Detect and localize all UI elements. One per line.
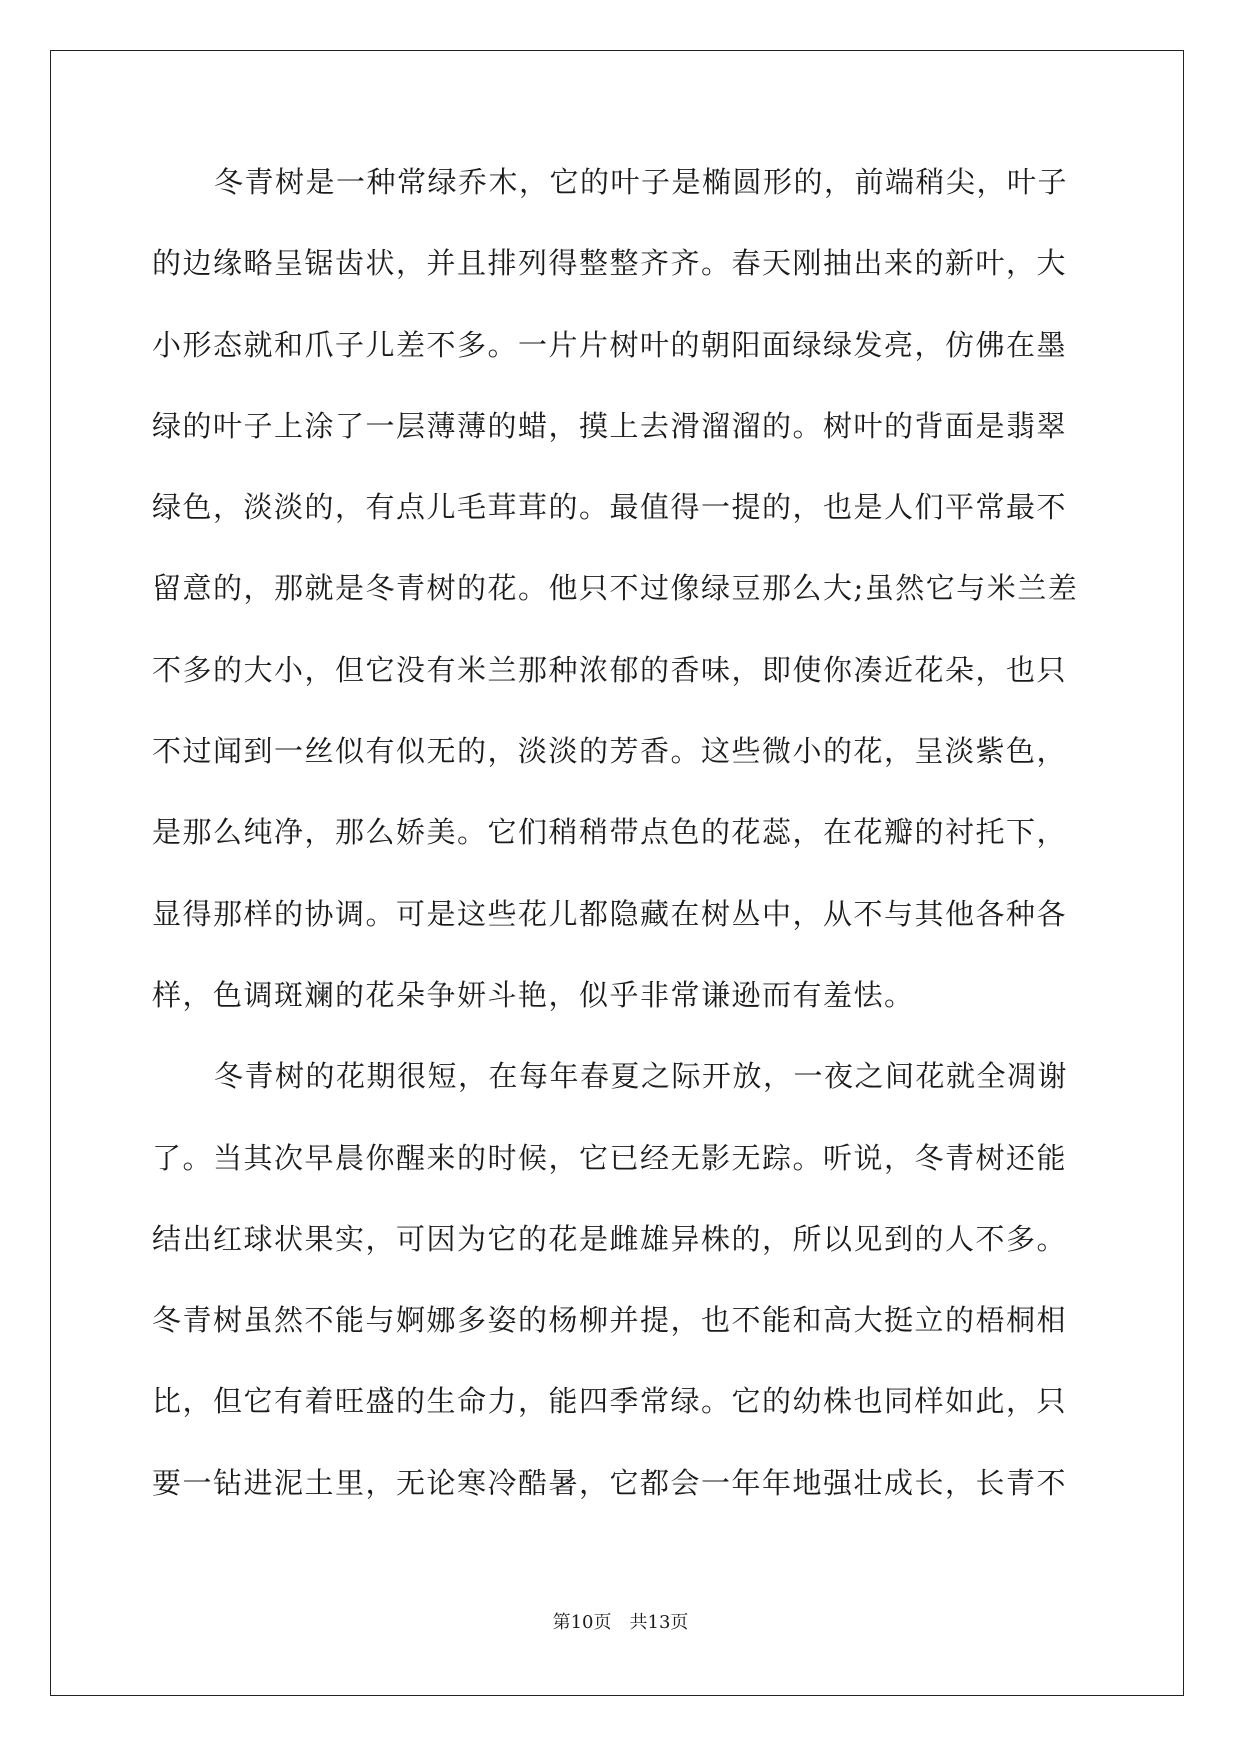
paragraph-1-line: 绿的叶子上涂了一层薄薄的蜡，摸上去滑溜溜的。树叶的背面是翡翠 xyxy=(152,408,1068,443)
paragraph-1-line: 是那么纯净，那么娇美。它们稍稍带点色的花蕊，在花瓣的衬托下， xyxy=(152,815,1068,850)
paragraph-2-line: 冬青树虽然不能与婀娜多姿的杨柳并提，也不能和高大挺立的梧桐相 xyxy=(152,1303,1068,1338)
paragraph-1-line: 留意的，那就是冬青树的花。他只不过像绿豆那么大;虽然它与米兰差 xyxy=(152,571,1079,606)
document-body xyxy=(152,162,1087,1544)
paragraph-2-line: 冬青树的花期很短，在每年春夏之际开放，一夜之间花就全凋谢 xyxy=(214,1059,1069,1094)
paragraph-1-line: 绿色，淡淡的，有点儿毛茸茸的。最值得一提的，也是人们平常最不 xyxy=(152,490,1068,525)
paragraph-1-line: 冬青树是一种常绿乔木，它的叶子是椭圆形的，前端稍尖，叶子 xyxy=(214,165,1069,199)
page-number: 第10页 共13页 xyxy=(552,1612,689,1633)
paragraph-2-line: 比，但它有着旺盛的生命力，能四季常绿。它的幼株也同样如此，只 xyxy=(152,1384,1068,1419)
paragraph-2-line: 结出红球状果实，可因为它的花是雌雄异株的，所以见到的人不多。 xyxy=(152,1221,1068,1256)
paragraph-1-line: 不多的大小，但它没有米兰那种浓郁的香味，即使你凑近花朵，也只 xyxy=(152,652,1068,687)
paragraph-2-line: 要一钻进泥土里，无论寒冷酷暑，它都会一年年地强壮成长，长青不 xyxy=(152,1465,1068,1500)
paragraph-1-line: 样，色调斑斓的花朵争妍斗艳，似乎非常谦逊而有羞怯。 xyxy=(152,977,915,1012)
paragraph-1-line: 的边缘略呈锯齿状，并且排列得整整齐齐。春天刚抽出来的新叶，大 xyxy=(152,246,1068,281)
paragraph-1-line: 小形态就和爪子儿差不多。一片片树叶的朝阳面绿绿发亮，仿佛在墨 xyxy=(152,327,1068,362)
paragraph-1-line: 显得那样的协调。可是这些花儿都隐藏在树丛中，从不与其他各种各 xyxy=(152,896,1068,931)
paragraph-2-line: 了。当其次早晨你醒来的时候，它已经无影无踪。听说，冬青树还能 xyxy=(152,1140,1068,1175)
paragraph-1-line: 不过闻到一丝似有似无的，淡淡的芳香。这些微小的花，呈淡紫色， xyxy=(152,734,1068,769)
